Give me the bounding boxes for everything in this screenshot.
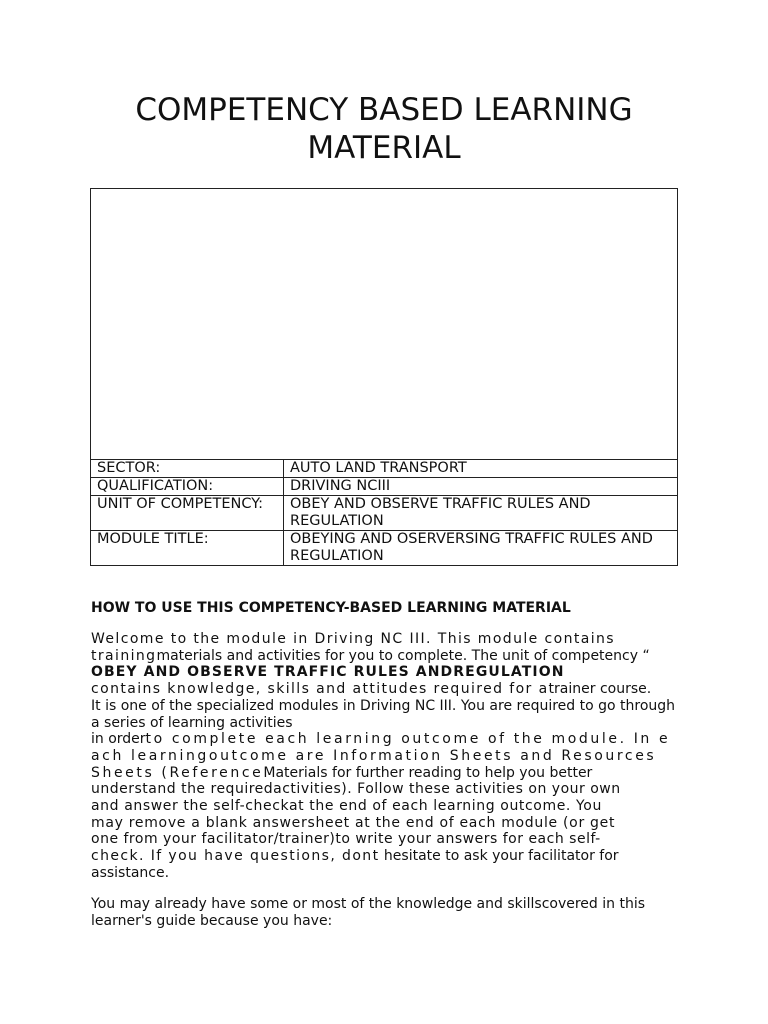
- paragraph-line: Welcome to the module in Driving NC III. This module contains: [91, 631, 615, 647]
- paragraph-line: [91, 681, 681, 698]
- table-row: [91, 460, 678, 478]
- paragraph-line: a series of learning activities: [91, 714, 293, 731]
- text-span: Sheets (Reference: [91, 764, 264, 781]
- paragraph-line: [91, 648, 681, 665]
- intro-paragraph: [91, 631, 681, 882]
- text-span: training: [91, 647, 157, 664]
- text-span: check. If you have questions, dont: [91, 848, 380, 865]
- paragraph-line: may remove a blank answersheet at the end of each module (or get: [91, 814, 616, 831]
- table-row: [91, 478, 678, 496]
- table-row: [91, 496, 678, 531]
- text-span: Materials for further reading to help you better: [263, 764, 593, 781]
- text-span: trainer course.: [548, 681, 652, 698]
- paragraph-line: You may already have some or most of the knowledge and skillscovered in this: [91, 896, 646, 912]
- paragraph-line: understand the requiredactivities). Follow these activities on your own: [91, 781, 621, 798]
- paragraph-line: [91, 765, 681, 782]
- sector-label: SECTOR:: [91, 460, 284, 478]
- paragraph-line: assistance.: [91, 864, 170, 881]
- text-span: to complete each learning outcome of the module. In e: [145, 731, 671, 748]
- table-row: [91, 531, 678, 566]
- sector-value: AUTO LAND TRANSPORT: [284, 460, 678, 478]
- unit-of-competency-label: UNIT OF COMPETENCY:: [91, 496, 284, 531]
- paragraph-line: and answer the self-checkat the end of each learning outcome. You: [91, 798, 602, 815]
- paragraph-line: one from your facilitator/trainer)to write your answers for each self-: [91, 831, 601, 848]
- text-span: outcome are Information Sheets and Resources: [208, 747, 657, 764]
- qualification-value: DRIVING NCIII: [284, 478, 678, 496]
- module-title-label: MODULE TITLE:: [91, 531, 284, 566]
- qualification-label: QUALIFICATION:: [91, 478, 284, 496]
- text-span: in order: [91, 731, 146, 748]
- paragraph-line: learner's guide because you have:: [91, 912, 333, 929]
- text-span: ach learning: [91, 747, 209, 764]
- section-heading: HOW TO USE THIS COMPETENCY-BASED LEARNING MATERIAL: [91, 600, 571, 616]
- unit-of-competency-emphasis: OBEY AND OBSERVE TRAFFIC RULES ANDREGULATION: [91, 664, 565, 681]
- paragraph-line: [91, 731, 681, 748]
- unit-of-competency-value: OBEY AND OBSERVE TRAFFIC RULES AND REGULATION: [284, 496, 678, 531]
- paragraph-line: It is one of the specialized modules in Driving NC III. You are required to go through: [91, 697, 676, 714]
- text-span: hesitate to ask your facilitator for: [379, 848, 619, 865]
- second-paragraph: [91, 896, 681, 929]
- image-placeholder-row: [91, 189, 678, 460]
- module-title-value: OBEYING AND OSERVERSING TRAFFIC RULES AND REGULATION: [284, 531, 678, 566]
- text-span: contains knowledge, skills and attitudes required for a: [91, 681, 549, 698]
- cover-image-area: [91, 189, 678, 460]
- document-title: COMPETENCY BASED LEARNING MATERIAL: [135, 92, 633, 166]
- text-span: materials and activities for you to complete. The unit of competency “: [156, 647, 650, 664]
- cover-info-table: [90, 188, 678, 566]
- paragraph-line: [91, 848, 681, 865]
- paragraph-line: [91, 748, 681, 765]
